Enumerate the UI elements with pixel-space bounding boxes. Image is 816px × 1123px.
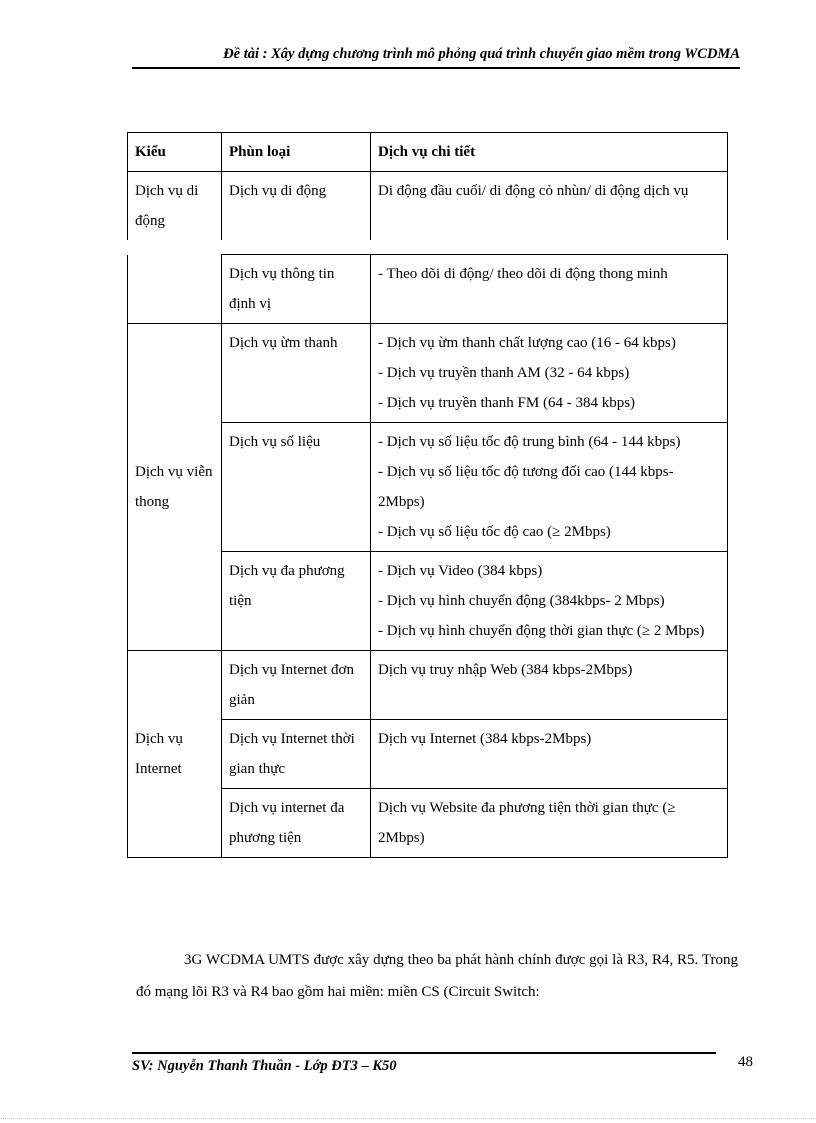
detail-line: - Dịch vụ truyền thanh AM (32 - 64 kbps) (378, 365, 630, 381)
page-bottom-dotted-line (0, 1118, 816, 1119)
detail-line: Dịch vụ Website đa phương tiện thời gian thực (≥ 2Mbps) (378, 800, 676, 846)
category-cell: Dịch vụ Internet thời gian thực (222, 720, 371, 789)
services-table-part1 (127, 132, 728, 240)
category-cell: Dịch vụ internet đa phương tiện (222, 789, 371, 858)
detail-line: - Dịch vụ Video (384 kbps) (378, 563, 543, 579)
footer-author: SV: Nguyễn Thanh Thuần - Lớp ĐT3 – K50 (132, 1058, 397, 1074)
header-rule (132, 67, 740, 69)
page-header: Đề tài : Xây dựng chương trình mô phỏng quá trình chuyển giao mềm trong WCDMA (223, 46, 740, 62)
details-cell (371, 324, 728, 423)
category-cell: Dịch vụ số liệu (222, 423, 371, 552)
details-cell (371, 720, 728, 789)
table-row (128, 255, 728, 324)
header-cell-details: Dịch vụ chi tiết (371, 133, 728, 172)
header-cell-type: Kiểu (128, 133, 222, 172)
category-cell: Dịch vụ thông tin định vị (222, 255, 371, 324)
detail-line: - Dịch vụ số liệu tốc độ trung bình (64 - 144 kbps) (378, 434, 681, 450)
category-cell: Dịch vụ ừm thanh (222, 324, 371, 423)
detail-line: - Dịch vụ số liệu tốc độ tương đối cao (144 kbps- 2Mbps) (378, 464, 674, 510)
detail-line: Dịch vụ Internet (384 kbps-2Mbps) (378, 731, 592, 747)
category-cell: Dịch vụ Internet đơn giản (222, 651, 371, 720)
services-table-part2 (127, 254, 728, 858)
detail-line: Dịch vụ truy nhập Web (384 kbps-2Mbps) (378, 662, 633, 678)
details-cell (371, 552, 728, 651)
table-header-row (128, 133, 728, 172)
details-cell (371, 789, 728, 858)
details-cell (371, 651, 728, 720)
table-row (128, 172, 728, 241)
footer-rule (132, 1052, 716, 1054)
detail-line: - Dịch vụ ừm thanh chất lượng cao (16 - 64 kbps) (378, 335, 676, 351)
table-row (128, 651, 728, 720)
details-cell (371, 423, 728, 552)
detail-line: Di động đầu cuối/ di động cỏ nhùn/ di động dịch vụ (378, 183, 689, 199)
body-paragraph: 3G WCDMA UMTS được xây dựng theo ba phát hành chính được gọi là R3, R4, R5. Trong đó mạng lõi R3 và R4 bao gồm hai miền: miền CS (Circuit Switch: (136, 952, 738, 1000)
header-cell-category: Phùn loại (222, 133, 371, 172)
detail-line: - Theo dõi di động/ theo dõi di động thong minh (378, 266, 668, 282)
category-cell: Dịch vụ đa phương tiện (222, 552, 371, 651)
category-cell: Dịch vụ di động (222, 172, 371, 241)
type-cell: Dịch vụ di động (128, 172, 222, 241)
details-cell (371, 255, 728, 324)
detail-line: - Dịch vụ số liệu tốc độ cao (≥ 2Mbps) (378, 524, 611, 540)
type-cell: Dịch vụ viễn thong (128, 324, 222, 651)
detail-line: - Dịch vụ hình chuyển động (384kbps- 2 Mbps) (378, 593, 665, 609)
type-cell: Dịch vụ Internet (128, 651, 222, 858)
details-cell (371, 172, 728, 241)
type-cell (128, 255, 222, 324)
table-row (128, 324, 728, 423)
page-number: 48 (738, 1054, 753, 1070)
detail-line: - Dịch vụ truyền thanh FM (64 - 384 kbps) (378, 395, 636, 411)
detail-line: - Dịch vụ hình chuyển động thời gian thực (≥ 2 Mbps) (378, 623, 705, 639)
